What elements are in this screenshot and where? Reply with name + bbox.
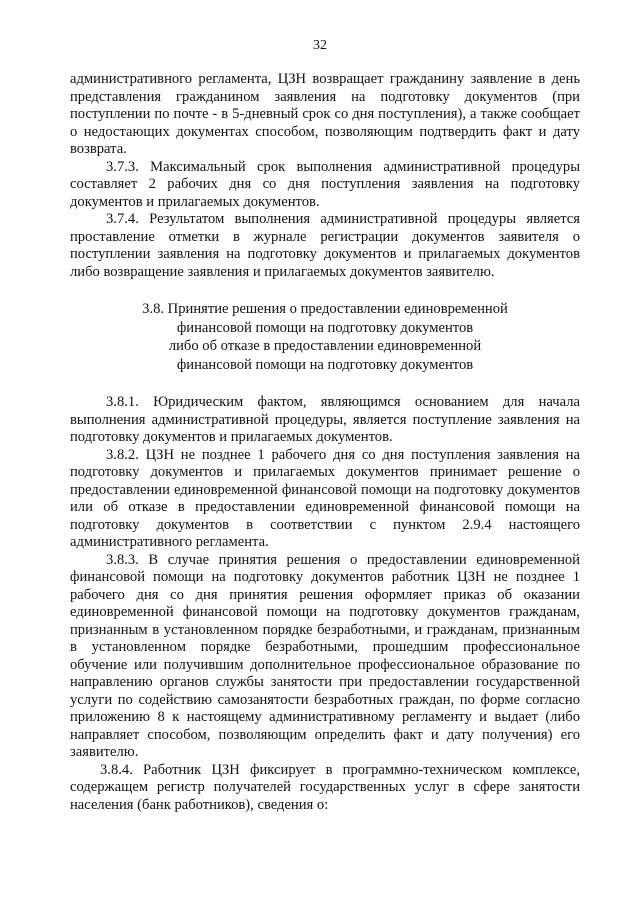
section-heading-line: 3.8. Принятие решения о предоставлении единовременной: [142, 301, 508, 317]
paragraph-3-8-4: 3.8.4. Работник ЦЗН фиксирует в программно-техническом комплексе, содержащем регистр получателей государственных услуг в сфере занятости населения (банк работников), сведения о:: [70, 761, 580, 813]
page-number: 32: [313, 38, 327, 53]
paragraph-3-7-3: 3.7.3. Максимальный срок выполнения административной процедуры составляет 2 рабочих дня со дня поступления заявления на подготовку документов и прилагаемых документов.: [70, 158, 580, 210]
section-heading-line: финансовой помощи на подготовку документов: [176, 356, 474, 373]
section-heading-line: либо об отказе в предоставлении единовременной: [168, 338, 482, 354]
section-heading-3-8: [70, 300, 580, 374]
document-body: [70, 71, 580, 814]
section-heading-line: финансовой помощи на подготовку документов: [176, 319, 474, 336]
paragraph-3-7-4: 3.7.4. Результатом выполнения административной процедуры является проставление отметки в журнале регистрации документов заявителя о поступлении заявления на подготовку документов и прилагаемых документов либо возвращение заявления и прилагаемых документов заявителю.: [70, 211, 580, 280]
paragraph-regulation-return: административного регламента, ЦЗН возвращает гражданину заявление в день представления гражданином заявления на подготовку документов (при поступлении по почте - в 5-дневный срок со дня поступления), а также сообщает о недостающих документах способом, позволяющим подтвердить факт и дату возврата.: [70, 71, 580, 157]
paragraph-3-8-3: 3.8.3. В случае принятия решения о предоставлении единовременной финансовой помощи на подготовку документов работник ЦЗН не позднее 1 рабочего дня со дня принятия решения оформляет приказ об оказании единовременной финансовой помощи на подготовку документов гражданам, признанным в установленном порядке безработными, и гражданам, признанным в установленном порядке безработными, прошедшим профессиональное обучение или получившим дополнительное профессиональное образование по направлению органов службы занятости при предоставлении государственной услуги по содействию самозанятости безработных граждан, по форме согласно приложению 8 к настоящему административному регламенту и выдает (либо направляет способом, позволяющим определить факт и дату получения) его заявителю.: [70, 551, 580, 760]
paragraph-3-8-1: 3.8.1. Юридическим фактом, являющимся основанием для начала выполнения административной процедуры, является поступление заявления на подготовку документов и прилагаемых документов.: [70, 394, 580, 445]
paragraph-3-8-2: 3.8.2. ЦЗН не позднее 1 рабочего дня со дня поступления заявления на подготовку документов и прилагаемых документов принимает решение о предоставлении единовременной финансовой помощи на подготовку документов или об отказе в предоставлении единовременной финансовой помощи на подготовку документов в соответствии с пунктом 2.9.4 настоящего административного регламента.: [70, 446, 580, 550]
